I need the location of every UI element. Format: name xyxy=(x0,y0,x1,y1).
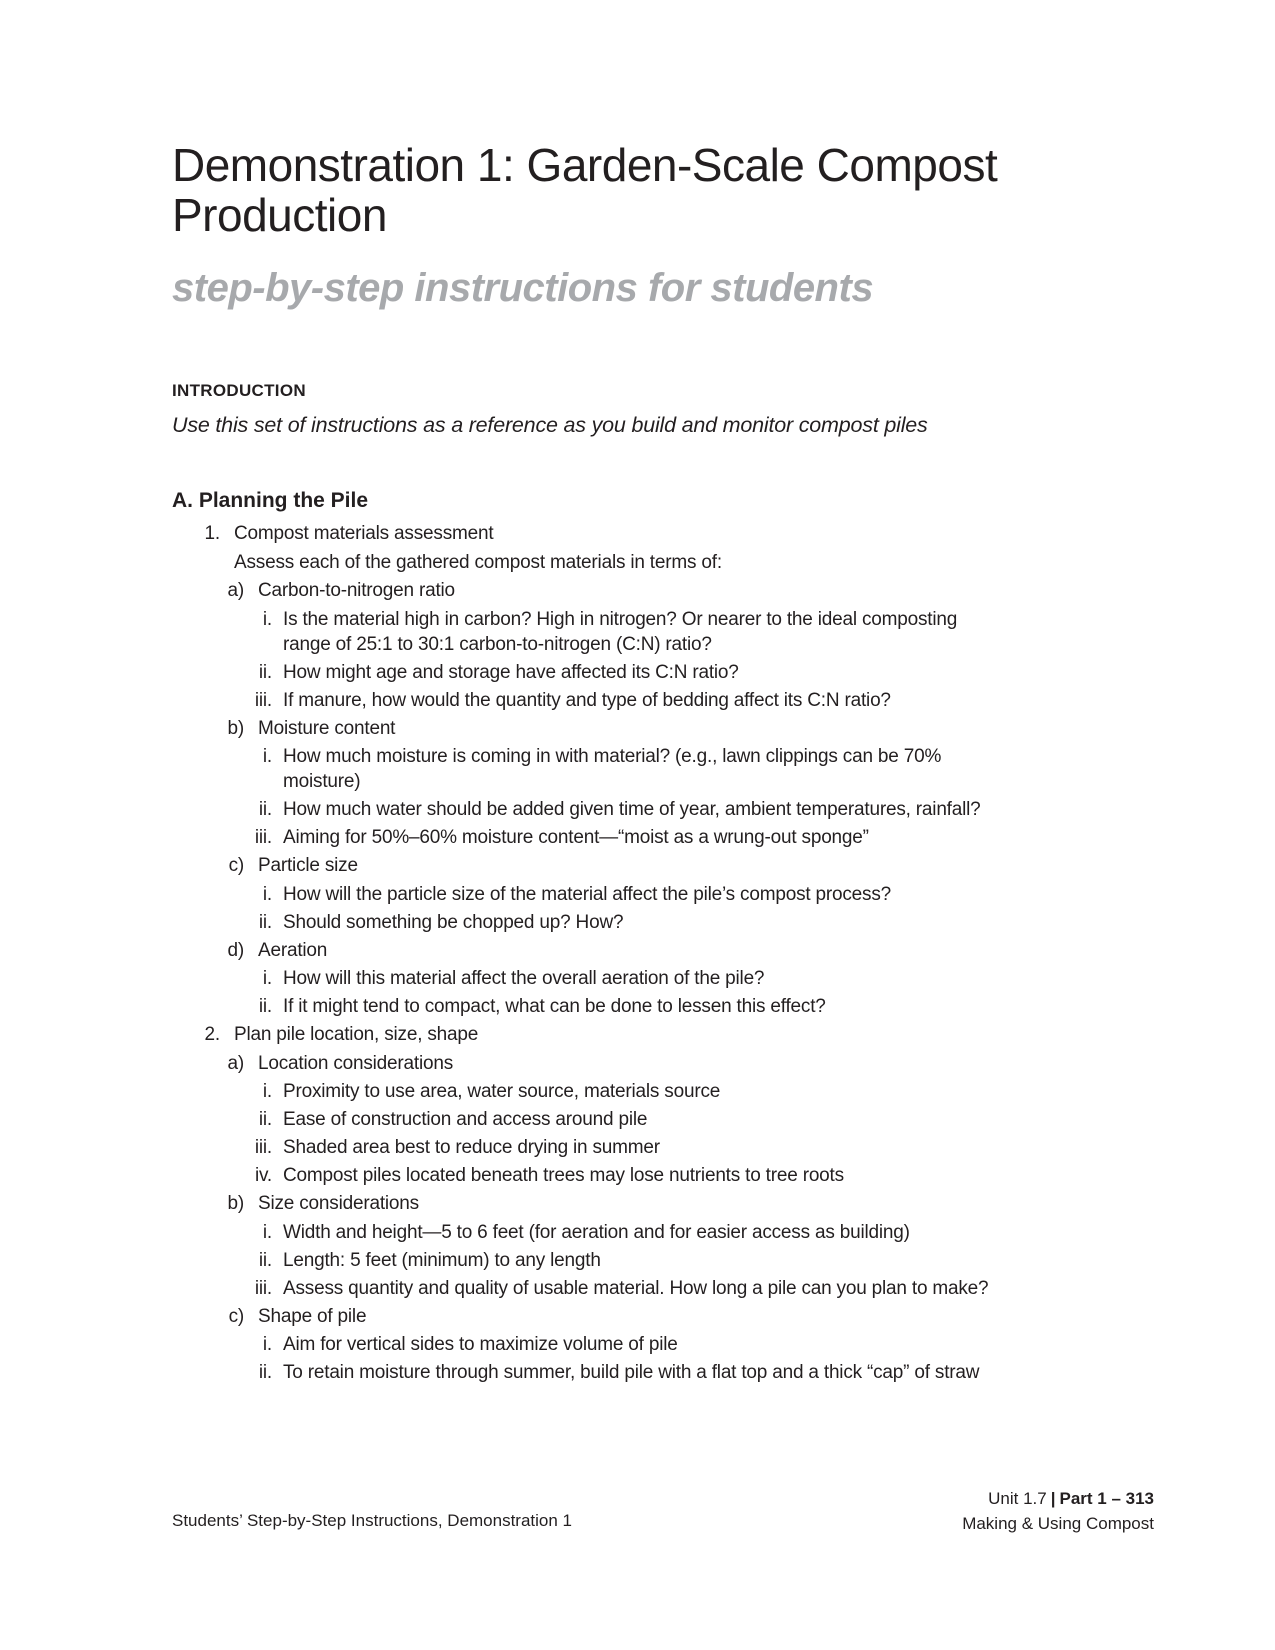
list-item xyxy=(172,965,1172,993)
list-item xyxy=(172,687,1172,715)
item-text: How might age and storage have affected its C:N ratio? xyxy=(283,661,739,683)
item-roman: iii. xyxy=(254,1277,272,1299)
list-item xyxy=(172,549,1172,578)
item-label: Particle size xyxy=(258,855,358,876)
item-label: Compost materials assessment xyxy=(234,523,494,544)
footer-separator: | xyxy=(1050,1489,1056,1508)
item-text: Compost piles located beneath trees may lose nutrients to tree roots xyxy=(283,1165,844,1186)
list-item xyxy=(172,715,1172,744)
item-label: Shape of pile xyxy=(258,1305,367,1327)
introduction-heading: INTRODUCTION xyxy=(172,381,306,400)
list-item xyxy=(172,852,1172,881)
item-label: Aeration xyxy=(258,939,328,961)
item-text: Width and height—5 to 6 feet (for aeration and for easier access as building) xyxy=(283,1221,910,1243)
list-item xyxy=(172,824,1172,852)
item-text: Assess quantity and quality of usable material. How long a pile can you plan to make? xyxy=(283,1277,989,1299)
list-item xyxy=(172,1190,1172,1219)
item-text: Ease of construction and access around pile xyxy=(283,1109,648,1130)
item-text: How much water should be added given time of year, ambient temperatures, rainfall? xyxy=(283,799,981,820)
item-letter: c) xyxy=(228,855,244,876)
outline-list xyxy=(172,520,1172,1387)
item-roman: ii. xyxy=(258,911,272,933)
item-roman: iii. xyxy=(254,689,272,711)
item-letter: c) xyxy=(228,1305,244,1327)
item-text: Shaded area best to reduce drying in summer xyxy=(283,1137,660,1158)
footer-page-number: Part 1 – 313 xyxy=(1059,1489,1154,1508)
list-item xyxy=(172,1247,1172,1275)
item-label: Carbon-to-nitrogen ratio xyxy=(258,580,455,601)
list-item xyxy=(172,1331,1172,1359)
list-item xyxy=(172,1162,1172,1190)
list-item xyxy=(172,796,1172,824)
section-a-heading: A. Planning the Pile xyxy=(172,489,369,512)
list-item xyxy=(172,1050,1172,1079)
item-roman: ii. xyxy=(258,1249,272,1271)
list-item xyxy=(172,1303,1172,1332)
footer-page-info xyxy=(962,1486,1154,1536)
item-roman: ii. xyxy=(258,661,272,683)
page-title: Demonstration 1: Garden-Scale Compost Production xyxy=(172,139,998,241)
item-label: Size considerations xyxy=(258,1193,419,1214)
list-item xyxy=(172,909,1172,937)
footer-unit: Unit 1.7 xyxy=(988,1489,1047,1508)
item-letter: d) xyxy=(227,939,244,961)
list-item xyxy=(172,606,1172,659)
item-text: How will the particle size of the material affect the pile’s compost process? xyxy=(283,883,892,905)
item-letter: a) xyxy=(227,1052,244,1074)
item-roman: i. xyxy=(262,1334,272,1355)
list-item xyxy=(172,743,1172,796)
list-item xyxy=(172,1275,1172,1303)
item-roman: i. xyxy=(262,1221,272,1243)
item-roman: iii. xyxy=(254,827,272,848)
item-label: Location considerations xyxy=(258,1052,454,1074)
list-item xyxy=(172,577,1172,606)
list-item xyxy=(172,1219,1172,1247)
item-roman: ii. xyxy=(258,996,272,1017)
item-text: Proximity to use area, water source, materials source xyxy=(283,1081,721,1102)
item-letter: a) xyxy=(227,580,244,601)
item-roman: iv. xyxy=(255,1165,272,1186)
item-roman: ii. xyxy=(258,799,272,820)
item-letter: b) xyxy=(227,1193,244,1214)
item-text: To retain moisture through summer, build pile with a flat top and a thick “cap” of straw xyxy=(283,1362,980,1383)
list-item xyxy=(172,881,1172,909)
item-text: If it might tend to compact, what can be done to lessen this effect? xyxy=(283,996,826,1017)
item-text: Is the material high in carbon? High in nitrogen? Or nearer to the ideal composting range of 25:1 to 30:1 carbon-to-nitrogen (C:N) ratio? xyxy=(283,608,958,655)
list-item xyxy=(172,1021,1172,1050)
item-text: Aim for vertical sides to maximize volume of pile xyxy=(283,1334,678,1355)
item-roman: ii. xyxy=(258,1362,272,1383)
item-text: If manure, how would the quantity and type of bedding affect its C:N ratio? xyxy=(283,689,891,711)
item-roman: iii. xyxy=(254,1137,272,1158)
item-text: How much moisture is coming in with material? (e.g., lawn clippings can be 70% moisture) xyxy=(283,746,942,792)
list-item xyxy=(172,659,1172,687)
item-roman: i. xyxy=(262,608,272,630)
footer-document-title: Students’ Step-by-Step Instructions, Demonstration 1 xyxy=(172,1511,573,1530)
footer-unit-title: Making & Using Compost xyxy=(962,1514,1154,1533)
list-item xyxy=(172,937,1172,966)
list-item xyxy=(172,520,1172,549)
item-number: 2. xyxy=(204,1024,220,1045)
item-note: Assess each of the gathered compost materials in terms of: xyxy=(234,551,722,573)
item-text: How will this material affect the overall aeration of the pile? xyxy=(283,968,765,989)
item-text: Should something be chopped up? How? xyxy=(283,911,624,933)
item-label: Plan pile location, size, shape xyxy=(234,1024,479,1045)
page-subtitle: step-by-step instructions for students xyxy=(172,266,874,310)
item-roman: i. xyxy=(262,1081,272,1102)
item-text: Length: 5 feet (minimum) to any length xyxy=(283,1249,601,1271)
list-item xyxy=(172,1134,1172,1162)
list-item xyxy=(172,993,1172,1021)
item-roman: i. xyxy=(262,746,272,767)
item-roman: i. xyxy=(262,883,272,905)
item-roman: i. xyxy=(262,968,272,989)
item-number: 1. xyxy=(204,523,220,544)
item-roman: ii. xyxy=(258,1109,272,1130)
list-item xyxy=(172,1106,1172,1134)
list-item xyxy=(172,1359,1172,1387)
item-letter: b) xyxy=(227,717,244,739)
item-label: Moisture content xyxy=(258,717,396,739)
introduction-text: Use this set of instructions as a reference as you build and monitor compost piles xyxy=(172,413,928,437)
list-item xyxy=(172,1078,1172,1106)
item-text: Aiming for 50%–60% moisture content—“moist as a wrung-out sponge” xyxy=(283,827,869,848)
